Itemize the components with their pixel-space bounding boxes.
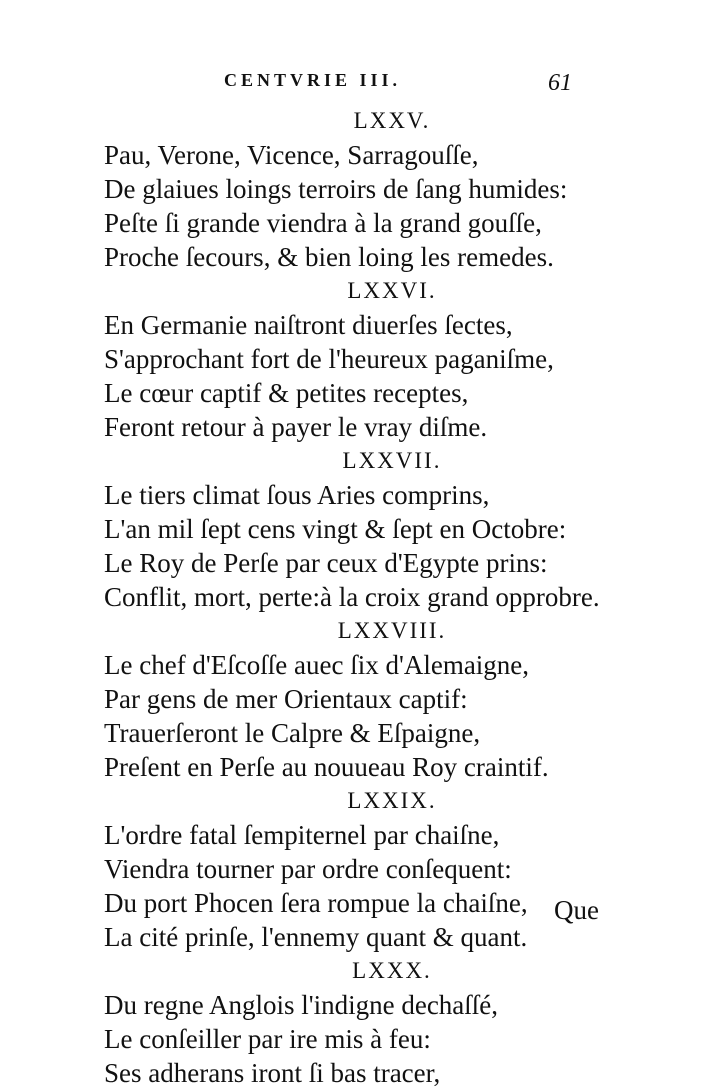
verse-line: Peſte ſi grande viendra à la grand gouſſe, <box>104 208 542 238</box>
verse-line: Trauerſeront le Calpre & Eſpaigne, <box>104 718 481 748</box>
text-block <box>104 104 624 1090</box>
verse-line: L'ordre fatal ſempiternel par chaiſne, <box>104 820 500 850</box>
verse-line: Ses adherans iront ſi bas tracer, <box>104 1058 441 1088</box>
stanza-number: LXXVIII. <box>337 618 447 643</box>
verse-line: Le tiers climat ſous Aries comprins, <box>104 480 490 510</box>
catchword: Que <box>554 895 599 925</box>
verse-line: Le chef d'Eſcoſſe auec ſix d'Alemaigne, <box>104 650 530 680</box>
verse-line: Du port Phocen ſera rompue la chaiſne, <box>104 888 528 918</box>
verse-line: Du regne Anglois l'indigne dechaſſé, <box>104 990 499 1020</box>
verse-line: S'approchant fort de l'heureux paganiſme, <box>104 344 554 374</box>
verse-line: En Germanie naiſtront diuerſes ſectes, <box>104 310 513 340</box>
verse-line: Feront retour à payer le vray diſme. <box>104 412 488 442</box>
verse-line: Le cœur captif & petites receptes, <box>104 378 469 408</box>
verse-line: Par gens de mer Orientaux captif: <box>104 684 468 714</box>
stanza-number: LXXVII. <box>342 448 442 473</box>
verse-line: Viendra tourner par ordre conſequent: <box>104 854 512 884</box>
verse-line: De glaiues loings terroirs de ſang humides: <box>104 174 568 204</box>
page-number: 61 <box>548 70 572 96</box>
running-head: CENTVRIE III. <box>224 70 402 90</box>
verse-line: Pau, Verone, Vicence, Sarragouſſe, <box>104 140 479 170</box>
verse-line: Conflit, mort, perte:à la croix grand opprobre. <box>104 582 600 612</box>
verse-line: Le conſeiller par ire mis à feu: <box>104 1024 431 1054</box>
stanza-number: LXXIX. <box>347 788 437 813</box>
stanza-number: LXXX. <box>352 958 432 983</box>
verse-line: L'an mil ſept cens vingt & ſept en Octobre: <box>104 514 567 544</box>
verse-line: Le Roy de Perſe par ceux d'Egypte prins: <box>104 548 548 578</box>
verse-line: La cité prinſe, l'ennemy quant & quant. <box>104 922 528 952</box>
verse-line: Preſent en Perſe au nouueau Roy craintif. <box>104 752 549 782</box>
stanza-number: LXXV. <box>353 108 431 133</box>
verse-line: Proche ſecours, & bien loing les remedes. <box>104 242 554 272</box>
stanza-number: LXXVI. <box>347 278 437 303</box>
